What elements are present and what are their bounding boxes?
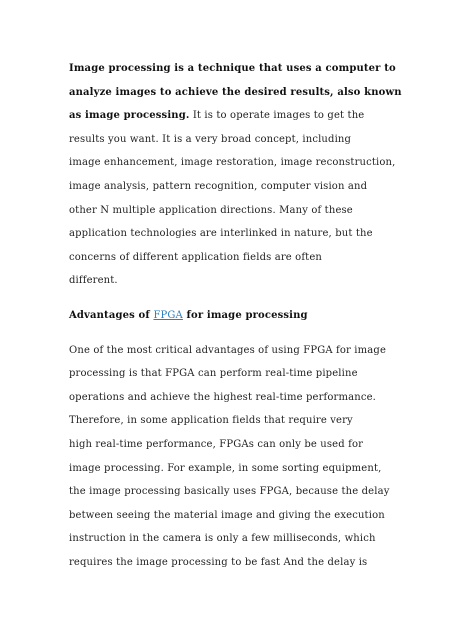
intro-line [69, 175, 399, 199]
intro-line [69, 151, 399, 175]
heading-prefix: Advantages of [69, 309, 154, 321]
intro-line-text: other N multiple application directions. Many of these [69, 204, 353, 216]
intro-line-text: application technologies are interlinked in nature, but the [69, 228, 373, 240]
fpga-link[interactable]: FPGA [153, 309, 183, 321]
intro-line [69, 246, 399, 270]
document-body [69, 57, 402, 574]
intro-line-bold: as image processing. [69, 110, 190, 122]
intro-line-bold: Image processing is a technique that uses a computer to [69, 63, 396, 74]
intro-line [69, 81, 402, 105]
intro-line [69, 128, 399, 152]
advantages-line: Therefore, in some application fields that require very [69, 415, 353, 427]
intro-line-text: concerns of different application fields are often [69, 251, 323, 263]
intro-line [69, 104, 399, 128]
advantages-line: operations and achieve the highest real-time performance. [69, 391, 376, 403]
advantages-line: requires the image processing to be fast And the delay is [69, 556, 368, 568]
advantages-line: high real-time performance, FPGAs can only be used for [69, 438, 364, 450]
intro-line [69, 269, 399, 293]
intro-line-text: results you want. It is a very broad concept, including [69, 133, 352, 145]
intro-paragraph [69, 57, 402, 293]
intro-line-bold: analyze images to achieve the desired results, also known [69, 86, 402, 98]
advantages-line: image processing. For example, in some sorting equipment, [69, 462, 382, 474]
intro-line-text: image analysis, pattern recognition, computer vision and [69, 180, 368, 192]
advantages-line: instruction in the camera is only a few milliseconds, which [69, 533, 376, 545]
advantages-line: between seeing the material image and giving the execution [69, 509, 385, 521]
advantages-paragraph [69, 339, 399, 575]
advantages-line: One of the most critical advantages of using FPGA for image [69, 344, 387, 356]
intro-line [69, 57, 399, 81]
paragraph-spacer [69, 328, 399, 339]
intro-line-text: image enhancement, image restoration, image reconstruction, [69, 157, 396, 169]
intro-line [69, 199, 399, 223]
advantages-line: the image processing basically uses FPGA, because the delay [69, 486, 390, 498]
heading-suffix: for image processing [182, 309, 308, 321]
intro-line [69, 222, 399, 246]
advantages-line: processing is that FPGA can perform real-time pipeline [69, 368, 358, 380]
paragraph-spacer [69, 293, 399, 304]
intro-line-text: different. [69, 275, 118, 287]
section-heading [69, 304, 399, 328]
intro-line-text: It is to operate images to get the [189, 110, 365, 122]
